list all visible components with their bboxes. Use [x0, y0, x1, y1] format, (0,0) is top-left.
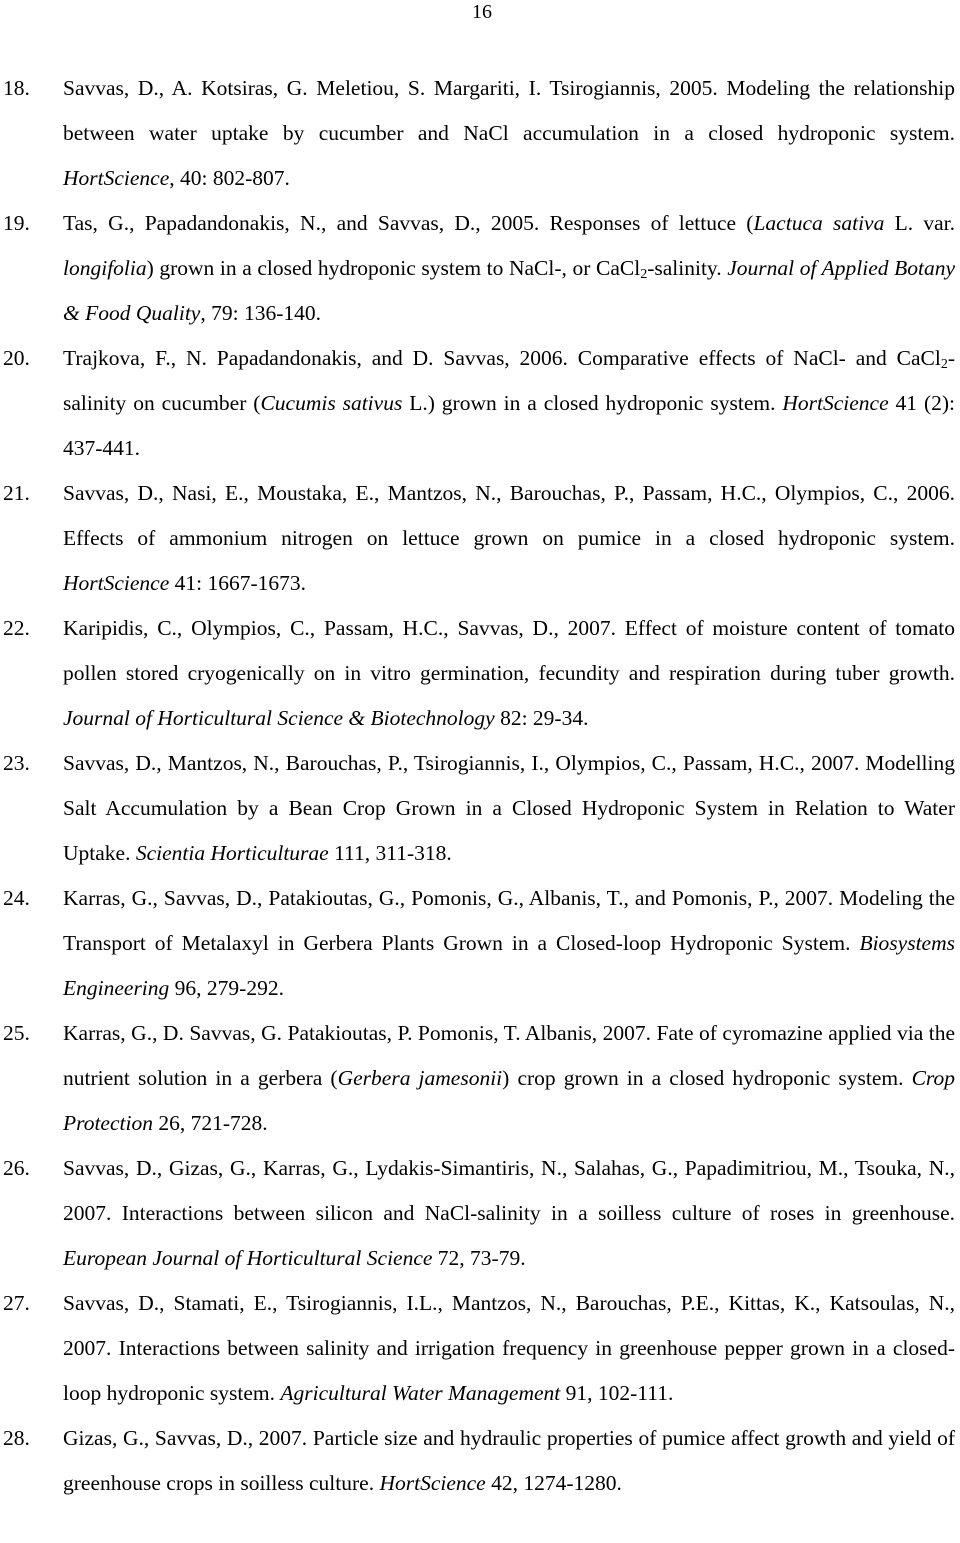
subscript: 2 [940, 357, 948, 372]
reference-item [0, 1146, 960, 1281]
reference-text: Tas, G., Papadandonakis, N., and Savvas, D., 2005. Responses of lettuce ( [63, 211, 754, 235]
journal-name: Biosystems Engineering [63, 931, 955, 1000]
reference-text: Savvas, D., Nasi, E., Moustaka, E., Mantzos, N., Barouchas, P., Passam, H.C., Olympios, C., 2006. Effects of ammonium nitrogen on lettuce grown on pumice in a closed hydroponic system. [63, 481, 955, 550]
reference-item [0, 606, 960, 741]
reference-text: 96, 279-292. [169, 976, 284, 1000]
reference-text: Savvas, D., A. Kotsiras, G. Meletiou, S. Margariti, I. Tsirogiannis, 2005. Modeling the relationship between water uptake by cucumber and NaCl accumulation in a closed hydroponic system. [63, 76, 955, 145]
reference-item [0, 336, 960, 471]
reference-text: ) crop grown in a closed hydroponic system. [502, 1066, 912, 1090]
reference-item [0, 741, 960, 876]
subscript: 2 [640, 267, 648, 282]
reference-text: Karras, G., D. Savvas, G. Patakioutas, P. Pomonis, T. Albanis, 2007. Fate of cyromazine applied via the nutrient solution in a gerbera ( [63, 1021, 955, 1090]
reference-item [0, 1011, 960, 1146]
reference-item [0, 1416, 960, 1506]
reference-number: 27. [3, 1291, 30, 1315]
reference-text: , 79: 136-140. [200, 301, 321, 325]
reference-item [0, 876, 960, 1011]
reference-text: 72, 73-79. [432, 1246, 526, 1270]
reference-number: 19. [3, 211, 30, 235]
reference-text: 41: 1667-1673. [169, 571, 307, 595]
journal-name: Journal of Applied Botany & Food Quality [63, 256, 955, 325]
reference-text: L. var. [884, 211, 955, 235]
journal-name: Scientia Horticulturae [135, 841, 329, 865]
reference-item [0, 471, 960, 606]
reference-list [0, 66, 960, 1506]
reference-item [0, 201, 960, 336]
journal-name: European Journal of Horticultural Science [63, 1246, 433, 1270]
journal-name: HortScience [63, 571, 170, 595]
reference-text: Trajkova, F., N. Papadandonakis, and D. Savvas, 2006. Comparative effects of NaCl- and CaCl [63, 346, 941, 370]
reference-text: Karipidis, C., Olympios, C., Passam, H.C., Savvas, D., 2007. Effect of moisture content of tomato pollen stored cryogenically on in vitro germination, fecundity and respiration during tuber growth. [63, 616, 955, 685]
reference-text: Karras, G., Savvas, D., Patakioutas, G., Pomonis, G., Albanis, T., and Pomonis, P., 2007. Modeling the Transport of Metalaxyl in Gerbera Plants Grown in a Closed-loop Hydroponic System. [63, 886, 955, 955]
reference-text: 82: 29-34. [494, 706, 589, 730]
journal-name: HortScience [63, 166, 170, 190]
journal-name: HortScience [782, 391, 889, 415]
reference-text: -salinity on cucumber ( [63, 346, 955, 415]
variety-name: longifolia [63, 256, 147, 280]
journal-name: HortScience [379, 1471, 486, 1495]
reference-number: 22. [3, 616, 30, 640]
reference-text: Savvas, D., Mantzos, N., Barouchas, P., Tsirogiannis, I., Olympios, C., Passam, H.C., 2007. Modelling Salt Accumulation by a Bean Crop Grown in a Closed Hydroponic System in Relation to Water Uptake. [63, 751, 955, 865]
reference-number: 23. [3, 751, 30, 775]
species-name: Lactuca sativa [753, 211, 885, 235]
reference-item [0, 1281, 960, 1416]
reference-text: ) grown in a closed hydroponic system to NaCl-, or CaCl [146, 256, 641, 280]
species-name: Cucumis sativus [260, 391, 403, 415]
reference-number: 28. [3, 1426, 30, 1450]
reference-text: L.) grown in a closed hydroponic system. [402, 391, 783, 415]
journal-name: Journal of Horticultural Science & Biotechnology [63, 706, 495, 730]
reference-number: 26. [3, 1156, 30, 1180]
journal-name: Agricultural Water Management [280, 1381, 561, 1405]
reference-text: , 40: 802-807. [169, 166, 290, 190]
reference-text: 42, 1274-1280. [485, 1471, 622, 1495]
reference-text: 26, 721-728. [152, 1111, 268, 1135]
reference-number: 24. [3, 886, 30, 910]
reference-number: 21. [3, 481, 30, 505]
reference-number: 18. [3, 76, 30, 100]
page-number: 16 [472, 1, 492, 23]
journal-name: Crop Protection [63, 1066, 956, 1135]
species-name: Gerbera jamesonii [337, 1066, 503, 1090]
reference-text: 91, 102-111. [560, 1381, 674, 1405]
reference-text: Savvas, D., Gizas, G., Karras, G., Lydakis-Simantiris, N., Salahas, G., Papadimitriou, M., Tsouka, N., 2007. Interactions between silicon and NaCl-salinity in a soilless culture of roses in greenhouse. [63, 1156, 955, 1225]
reference-item [0, 66, 960, 201]
reference-text: Gizas, G., Savvas, D., 2007. Particle size and hydraulic properties of pumice affect growth and yield of greenhouse crops in soilless culture. [63, 1426, 955, 1495]
reference-number: 20. [3, 346, 30, 370]
reference-number: 25. [3, 1021, 30, 1045]
reference-text: -salinity. [647, 256, 728, 280]
reference-text: Savvas, D., Stamati, E., Tsirogiannis, I.L., Mantzos, N., Barouchas, P.E., Kittas, K., Katsoulas, N., 2007. Interactions between salinity and irrigation frequency in greenhouse pepper grown in a closed-loop hydroponic system. [63, 1291, 955, 1405]
reference-text: 41 (2): 437-441. [63, 391, 955, 460]
reference-text: 111, 311-318. [328, 841, 452, 865]
